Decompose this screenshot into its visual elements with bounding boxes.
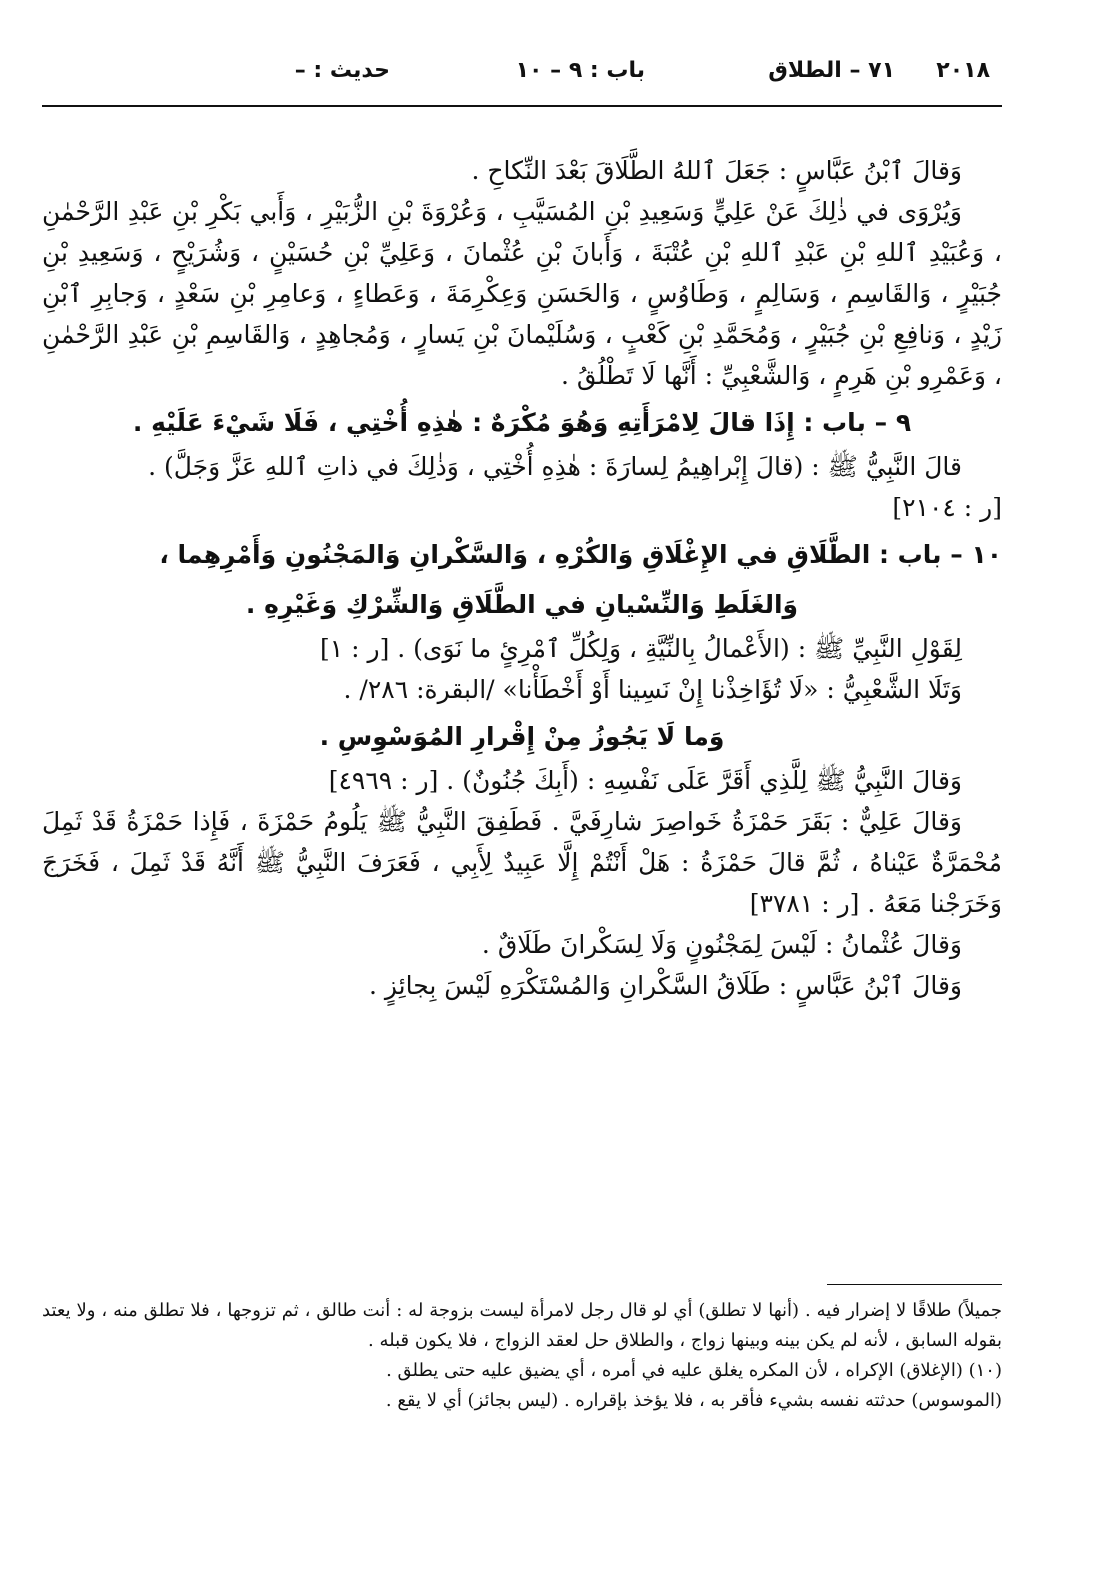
footnote: (١٠) (الإغلاق) الإكراه ، لأن المكره يغلق عليه في أمره ، أي يضيق عليه حتى يطلق . bbox=[386, 1360, 1002, 1381]
chapter-9-text: قالَ النَّبِيُّ ﷺ : (قالَ إِبْراهِيمُ لِسارَةَ : هٰذِهِ أُخْتِي ، وَذٰلِكَ في ذاتِ ٱللهِ عَزَّ وَجَلَّ) . bbox=[148, 452, 962, 481]
footnote: جميلاً) طلاقًا لا إضرار فيه . (أنها لا تطلق) أي لو قال رجل لامرأة ليست بزوجة له : أنت طالق ، ثم تزوجها ، فلا تطلق منه ، ولا يعتد بقوله السابق ، لأنه لم يكن بينه وبينها زواج ، والطلاق حل لعقد الزواج ، فلا يكون قبله . bbox=[42, 1300, 1002, 1351]
chapter-10-text: وَقالَ عُثْمانُ : لَيْسَ لِمَجْنُونٍ وَلَا لِسَكْرانَ طَلَاقٌ . bbox=[481, 930, 962, 959]
running-header bbox=[170, 58, 990, 94]
chapter-10-title-line2: وَالغَلَطِ وَالنِّسْيانِ في الطَّلَاقِ وَالشِّرْكِ وَغَيْرِهِ . bbox=[245, 590, 799, 619]
paragraph: وَقالَ ٱبْنُ عَبَّاسٍ : جَعَلَ ٱللهُ الطَّلَاقَ بَعْدَ النِّكاحِ . bbox=[471, 156, 962, 185]
chapter-9-title: ٩ – باب : إِذَا قالَ لِامْرَأَتِهِ وَهُوَ مُكْرَهٌ : هٰذِهِ أُخْتِي ، فَلَا شَيْءَ عَلَيْهِ . bbox=[132, 408, 912, 437]
chapter-9-reference: [ر : ٢١٠٤] bbox=[892, 493, 1002, 522]
chapter-10-text: وَقالَ عَلِيٌّ : بَقَرَ حَمْزَةُ خَواصِرَ شارِفَيَّ . فَطَفِقَ النَّبِيُّ ﷺ يَلُومُ حَمْزَةَ ، فَإِذا حَمْزَةُ قَدْ ثَمِلَ مُحْمَرَّةٌ عَيْناهُ ، ثُمَّ قالَ حَمْزَةُ : هَلْ أَنْتُمْ إِلَّا عَبِيدٌ لِأَبِي ، فَعَرَفَ النَّبِيُّ ﷺ أَنَّهُ قَدْ ثَمِلَ ، فَخَرَجَ وَخَرَجْنا مَعَهُ . [ر : ٣٧٨١] bbox=[42, 807, 1002, 918]
chapter-range: باب : ٩ – ١٠ bbox=[515, 58, 645, 83]
page-number: ٢٠١٨ bbox=[936, 58, 990, 83]
main-text bbox=[42, 150, 1002, 1006]
footnotes bbox=[42, 1296, 1002, 1416]
paragraph: وَيُرْوَى في ذٰلِكَ عَنْ عَلِيٍّ وَسَعِيدِ بْنِ المُسَيَّبِ ، وَعُرْوَةَ بْنِ الزُّبَيْرِ ، وَأَبي بَكْرِ بْنِ عَبْدِ الرَّحْمٰنِ ، وَعُبَيْدِ ٱللهِ بْنِ عَبْدِ ٱللهِ بْنِ عُتْبَةَ ، وَأَبانَ بْنِ عُثْمانَ ، وَعَلِيِّ بْنِ حُسَيْنٍ ، وَشُرَيْحٍ ، وَسَعِيدِ بْنِ جُبَيْرٍ ، وَالقَاسِمِ ، وَسَالِمٍ ، وَطَاوُسٍ ، وَالحَسَنِ وَعِكْرِمَةَ ، وَعَطاءٍ ، وَعامِرِ بْنِ سَعْدٍ ، وَجابِرِ ٱبْنِ زَيْدٍ ، وَنافِعِ بْنِ جُبَيْرٍ ، وَمُحَمَّدِ بْنِ كَعْبٍ ، وَسُلَيْمانَ بْنِ يَسارٍ ، وَمُجاهِدٍ ، وَالقَاسِمِ بْنِ عَبْدِ الرَّحْمٰنِ ، وَعَمْرِو بْنِ هَرِمٍ ، وَالشَّعْبِيِّ : أَنَّها لَا تَطْلُقُ . bbox=[42, 197, 1002, 390]
chapter-10-text: وَقالَ ٱبْنُ عَبَّاسٍ : طَلَاقُ السَّكْرانِ وَالمُسْتَكْرَهِ لَيْسَ بِجائِزٍ . bbox=[368, 971, 962, 1000]
hadith-range: حديث : – bbox=[294, 58, 390, 83]
footnote: (الموسوس) حدثته نفسه بشيء فأقر به ، فلا يؤخذ بإقراره . (ليس بجائز) أي لا يقع . bbox=[385, 1390, 1002, 1411]
header-divider bbox=[42, 105, 1002, 107]
chapter-10-title-line1: ١٠ – باب : الطَّلَاقِ في الإِغْلَاقِ وَالكُرْهِ ، وَالسَّكْرانِ وَالمَجْنُونِ وَأَمْرِهِما ، bbox=[159, 540, 1002, 569]
chapter-10-text: لِقَوْلِ النَّبِيِّ ﷺ : (الأَعْمالُ بِالنِّيَّةِ ، وَلِكُلِّ ٱمْرِئٍ ما نَوَى) . [ر : ١] bbox=[319, 634, 962, 663]
chapter-10-text: وَتَلَا الشَّعْبِيُّ : «لَا تُؤَاخِذْنا إِنْ نَسِينا أَوْ أَخْطَأْنا» /البقرة: ٢٨٦/ . bbox=[343, 675, 962, 704]
footnote-divider bbox=[827, 1284, 1002, 1285]
book-title: ٧١ – الطلاق bbox=[768, 58, 895, 83]
chapter-10-subtitle: وَما لَا يَجُوزُ مِنْ إِقْرارِ المُوَسْوِسِ . bbox=[319, 722, 725, 751]
chapter-10-text: وَقالَ النَّبِيُّ ﷺ لِلَّذِي أَقَرَّ عَلَى نَفْسِهِ : (أَبِكَ جُنُونٌ) . [ر : ٤٩٦٩] bbox=[328, 766, 962, 795]
